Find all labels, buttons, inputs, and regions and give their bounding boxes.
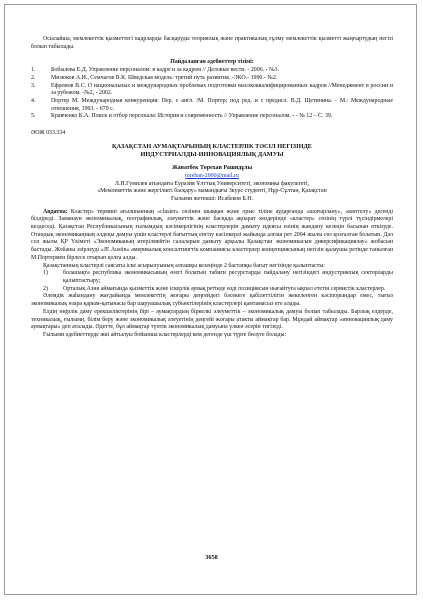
references-heading: Пайдаланған әдебиеттер тізімі:: [170, 59, 254, 66]
reference-item: [31, 113, 393, 121]
reference-text: Бобылева Е.Д. Управление персоналом: в кадре и за кадром // Деловые вести. - 2006. - №3.: [51, 67, 280, 74]
references-list: [31, 67, 393, 121]
list-number: 1): [43, 270, 48, 277]
page-number: 3658: [205, 554, 218, 561]
list-text: болашақта республика экономикасының өзегі болатын табиғи ресурстарды пайдалану негізіндегі индустриялық секторларды қалыптастыру;: [63, 270, 393, 284]
article-title-line-1: ҚАЗАҚСТАН АУМАҚТАРЫНЫҢ КЛАСТЕРЛІК ТӘСІЛ НЕГІЗІНДЕ: [111, 142, 313, 150]
abstract-label: Аңдатпа:: [43, 208, 68, 215]
body-paragraph: Елдің өңірлік даму ерекшеліктерінің бірі – аумақтардың біркелкі әлеуметтік – экономикалық дамуы болып табылады. Барлық елдерде, техникалық, ғылыми, білім беру және экономикалық әлеуетінің деңгейі жоғары атакты аймақтар бар. Мұндай аймақтар «инновациялық даму аумақтары» деп аталады. Әдетте, бұл аймақтар түптік экономикалық дамуына үлкен әсерін тигізеді.: [31, 308, 393, 331]
list-text: Орталық Азия аймағында қызметтік және іскерлік аумақ ретінде өзді позициясын нығайтуға ықпал ететін сервистік кластерлер.: [63, 285, 386, 292]
body-paragraph: Қазақстанның кластерлі саясаты іске асырылуының алғашқы кезеңінде 2 бастапқы бағыт негізінде қалыптасты:: [43, 262, 325, 269]
reference-item: [31, 83, 393, 98]
reference-number: 3.: [31, 82, 36, 89]
reference-number: 5.: [31, 113, 36, 120]
reference-item: [31, 75, 393, 83]
author-email-link[interactable]: torehan-2000@mail.ru: [185, 172, 239, 179]
body-paragraph: Әлемдік жаһандану жағдайында мемлекеттің жоғары деңгейдегі бәсекеге қабілеттілігін жекеленген кәсіпорындар емес, тығыз экономикалық өзара қарым-қатынасы бар шаруашылық субъектілерінің кластерлері қамтамасыз ете алады.: [31, 293, 393, 308]
udk-code: ӘОЖ 033.334: [31, 130, 66, 137]
reference-text: Ефремов В.С. О национальных и международных проблемах подготовки высококвалифицированных кадров //Менеджмент в россии и за рубежом. -№2, - 2002.: [51, 82, 393, 97]
abstract-text: Кластер» термині ағылшынның «cluster» сөзінен шыққан және орыс тіліне аударғанда «шоғырлану», «көптелу» дегенді білдіреді. Заманауи экономикалық, географиялық, әлеуметтік және басқада ақпарат көздерінде «кластер» сөзінің түрлі түсіндірмелері кездеседі. Қазақстан Республикасының ғылымдың кәсіпкерлігінің кластерлерін дамыту идеясы өзінің жандану кезеңін басынан өткізуде. Отандық экономикаңның әлдеқы дамуы үшін кластерлі бағыттың енгізу кәсіпкерлі жайында алғаш рет 2004 жылы сөз қозғалған болатын. Дәл сол жылы ҚР Үкіметі «Экономиканың игерілмейтін салаларын дамыту арқылы Қазақстан экономикасын диверсификациялау» жобасын бастады. Жобаны әзірлеуді «JE Austin» америкалық консалтингтік компаниясы кластерлер концепциясының негізін қалаушы ретінде танылған М.Портермен бірлесе отырып қолға алды.: [31, 208, 393, 261]
reference-item: [31, 67, 393, 75]
affiliation-line-1: Л.Н.Гумилев атындағы Еуразия Ұлттық Университеті, экономика факультеті,: [114, 180, 310, 187]
reference-text: Портер М. Международная конкуренция: Пер. с англ. /М. Портер; под ред. и с предисл. В.Д. Щетинина. - М.: Международные отношения, 1993. - 679 с.: [51, 97, 393, 112]
reference-number: 4.: [31, 97, 36, 104]
document-page: [31, 36, 393, 340]
article-title-line-2: ИНДУСТРИАЛДЫ-ИННОВАЦИЯЛЫҚ ДАМУЫ: [140, 150, 284, 158]
reference-number: 2.: [31, 74, 36, 81]
reference-number: 1.: [31, 67, 36, 74]
abstract: [31, 209, 393, 263]
author-name: Жанатбек Төрехан Рашидұлы: [171, 165, 253, 172]
supervisor: Ғылыми жетекші: Исабеков Б.Н.: [171, 195, 253, 202]
reference-item: [31, 98, 393, 113]
intro-paragraph: Осылайша, мемлекеттік қызметтегі кадрларды басқаруды теориялық және практикалық ғұлму мемлекеттік қызметті жаңғыртудың негізі болып табылады.: [31, 36, 393, 50]
reference-text: Мизюков А.И., Семчагов В.К. Шведская модель: третий путь развития. -ЭКО.- 1990.- №2.: [51, 74, 278, 81]
affiliation-line-2: «Мемлекеттік және жергілікті басқару» мамандығы 3курс студенті, Нұр-Сұлтан, Қазақстан: [97, 188, 327, 195]
reference-text: Кравченко К.А. Поиск и отбор персонала: История и современность // Управление персоналом. - - № 12 – С. 39.: [51, 113, 333, 120]
body-paragraph: Ғылыми әдебиеттерде жиі айтылуы бойынша кластерлерді кем дегенде үш түрге бөлуге болады:: [43, 331, 287, 338]
list-item: [31, 270, 393, 285]
list-number: 2): [43, 285, 48, 292]
